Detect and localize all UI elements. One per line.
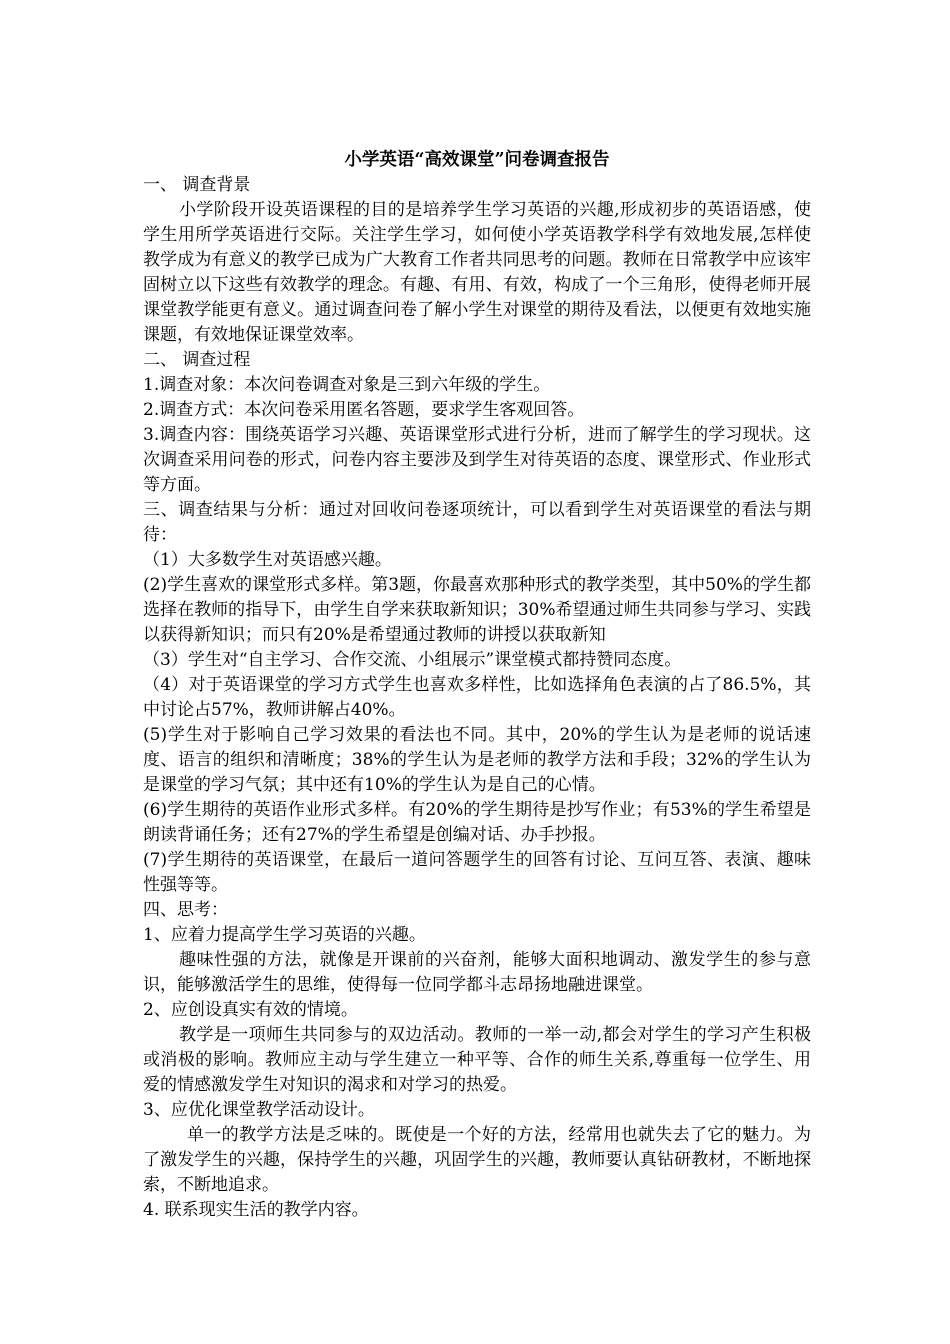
- reflection-heading-2: 2、应创设真实有效的情境。: [143, 1000, 358, 1020]
- paragraph-survey-subject: 1.调查对象：本次问卷调查对象是三到六年级的学生。: [143, 375, 551, 395]
- document-title: 小学英语“高效课堂”问卷调查报告: [344, 150, 610, 170]
- reflection-heading-1: 1、应着力提高学生学习英语的兴趣。: [143, 925, 426, 945]
- reflection-heading-4: 4. 联系现实生活的教学内容。: [143, 1200, 369, 1220]
- section-heading-process: 二、 调查过程: [143, 350, 251, 370]
- section-heading-reflection: 四、思考：: [143, 900, 228, 920]
- paragraph-survey-method: 2.调查方式：本次问卷采用匿名答题，要求学生客观回答。: [143, 400, 585, 420]
- result-item-2: (2)学生喜欢的课堂形式多样。第3题，你最喜欢那种形式的教学类型，其中50%的学生都选择在教师的指导下，由学生自学来获取新知识；30%希望通过师生共同参与学习、实践以获得新知识；而只有20%是希望通过教师的讲授以获取新知: [143, 575, 811, 645]
- reflection-paragraph-1: 趣味性强的方法，就像是开课前的兴奋剂，能够大面积地调动、激发学生的参与意识，能够激活学生的思维，使得每一位同学都斗志昂扬地融进课堂。: [143, 950, 811, 995]
- result-item-6: (6)学生期待的英语作业形式多样。有20%的学生期待是抄写作业；有53%的学生希望是朗读背诵任务；还有27%的学生希望是创编对话、办手抄报。: [143, 800, 811, 845]
- reflection-paragraph-2: 教学是一项师生共同参与的双边活动。教师的一举一动,都会对学生的学习产生积极或消极的影响。教师应主动与学生建立一种平等、合作的师生关系,尊重每一位学生、用爱的情感激发学生对知识的渴求和对学习的热爱。: [143, 1025, 811, 1095]
- section-heading-results: 三、调查结果与分析：通过对回收问卷逐项统计，可以看到学生对英语课堂的看法与期待：: [143, 500, 811, 545]
- paragraph-background: 小学阶段开设英语课程的目的是培养学生学习英语的兴趣,形成初步的英语语感，使学生用所学英语进行交际。关注学生学习，如何使小学英语教学科学有效地发展,怎样使教学成为有意义的教学已成为广大教育工作者共同思考的问题。教师在日常教学中应该牢固树立以下这些有效教学的理念。有趣、有用、有效，构成了一个三角形，使得老师开展课堂教学能更有意义。通过调查问卷了解小学生对课堂的期待及看法，以便更有效地实施课题，有效地保证课堂效率。: [143, 200, 811, 345]
- result-item-5: (5)学生对于影响自己学习效果的看法也不同。其中，20%的学生认为是老师的说话速度、语言的组织和清晰度；38%的学生认为是老师的教学方法和手段；32%的学生认为是课堂的学习气氛；其中还有10%的学生认为是自己的心情。: [143, 725, 811, 795]
- result-item-7: (7)学生期待的英语课堂，在最后一道问答题学生的回答有讨论、互问互答、表演、趣味性强等等。: [143, 850, 811, 895]
- result-item-1: （1）大多数学生对英语感兴趣。: [143, 550, 392, 570]
- result-item-3: （3）学生对“自主学习、合作交流、小组展示”课堂模式都持赞同态度。: [143, 650, 682, 670]
- document-page: [143, 148, 811, 1223]
- reflection-paragraph-3: 单一的教学方法是乏味的。既使是一个好的方法，经常用也就失去了它的魅力。为了激发学生的兴趣，保持学生的兴趣，巩固学生的兴趣，教师要认真钻研教材，不断地探索，不断地追求。: [143, 1125, 811, 1195]
- result-item-4: （4）对于英语课堂的学习方式学生也喜欢多样性，比如选择角色表演的占了86.5%，其中讨论占57%，教师讲解占40%。: [143, 675, 811, 720]
- reflection-heading-3: 3、应优化课堂教学活动设计。: [143, 1100, 375, 1120]
- paragraph-survey-content: 3.调查内容：围绕英语学习兴趣、英语课堂形式进行分析，进而了解学生的学习现状。这次调查采用问卷的形式，问卷内容主要涉及到学生对待英语的态度、课堂形式、作业形式等方面。: [143, 425, 811, 495]
- section-heading-background: 一、 调查背景: [143, 175, 251, 195]
